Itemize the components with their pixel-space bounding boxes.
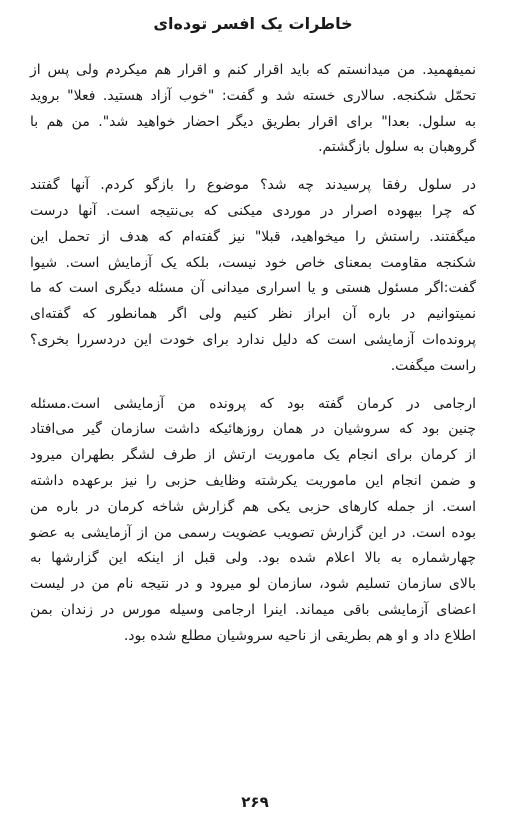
text-line: تحمّل شکنجه. سالاری خسته شد و گفت: "خوب آزاد هستید. فعلا" بروید (30, 87, 476, 104)
page-number: ۲۶۹ (241, 793, 269, 811)
text-line: اعضای آزمایشی باقی میماند. اینرا ارجامی وسیله مورس در زندان بمن (30, 601, 476, 618)
text-line: چهارشماره به بالا اعلام شده بود. ولی قبل از اینکه این گزارشها به (30, 550, 476, 567)
text-line: از کرمان برای انجام یک ماموریت ارتش از طرف لشگر بطهران میرود (30, 447, 476, 464)
text-line: نمیفهمید. من میدانستم که باید اقرار کنم و اقرار هم میکردم ولی پس از (30, 62, 476, 78)
text-line: گفت:اگر مسئول هستی و یا اسراری میدانی آن مسئله دیگری است که ما (30, 280, 476, 297)
text-line: است. از جمله کارهای حزبی یکی هم گزارش شاخه کرمان در باره من (30, 498, 476, 515)
paragraph-3 (30, 392, 476, 650)
text-line: اطلاع داد و او هم بطریقی از ناحیه سروشیان مطلع شده بود. (123, 627, 476, 644)
text-line: راست میگفت. (390, 357, 476, 374)
text-line: نمیتوانیم در باره آن ابراز نظر کنیم ولی اگر همانطور که گفته‌ای (30, 306, 476, 323)
text-line: بالای سازمان تسلیم شود، سازمان لو میرود و در نتیجه نام من در لیست (30, 576, 476, 593)
paragraph-1 (30, 58, 476, 161)
text-line: چنین بود که سروشیان در همان روزهائیکه داشت سازمان گیر می‌افتاد (30, 421, 476, 438)
text-line: بوده است. در این گزارش تصویب عضویت رسمی من از آزمایشی به عضو (30, 524, 476, 541)
text-line: ارجامی در کرمان گفته بود که پرونده من آزمایشی است.مسئله (30, 395, 476, 412)
paragraph-2 (30, 173, 476, 379)
text-line: به سلول. بعدا" برای اقرار بطریق دیگر احضار خواهید شد". من هم با (30, 113, 476, 130)
body-text (30, 58, 476, 650)
text-line: که چرا بیهوده اصرار در موردی میکنی که بی‌نتیجه است. آنها درست (30, 202, 476, 219)
text-line: و ضمن انجام این ماموریت یکرشته وظایف حزبی را نیز برعهده داشته (30, 472, 476, 489)
text-line: پرونده‌ات آزمایشی است که دلیل ندارد برای خودت این دردسررا بخری؟ (30, 331, 476, 348)
running-head: خاطرات یک افسر توده‌ای (153, 14, 353, 33)
text-line: در سلول رفقا پرسیدند چه شد؟ موضوع را بازگو کردم. آنها گفتند (30, 177, 476, 194)
text-line: میگفتند. راستش را میخواهید، قبلا" نیز گفته‌ام که هدف از تحمل این (30, 228, 476, 245)
text-line: گروهبان به سلول بازگشتم. (318, 139, 476, 156)
text-line: شکنجه مقاومت بمعنای خاص خود نیست، بلکه یک آزمایش است. شیوا (30, 254, 476, 271)
